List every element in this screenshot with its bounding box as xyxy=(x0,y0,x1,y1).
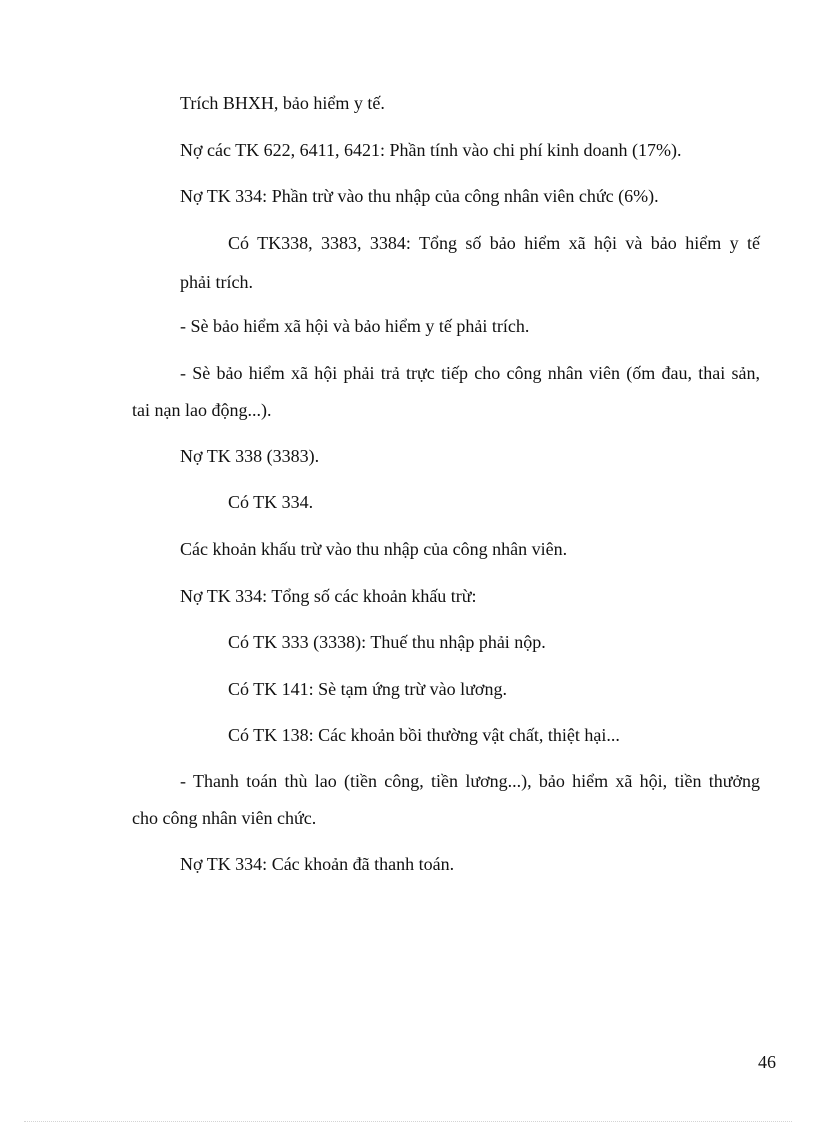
text-line: Các khoản khấu trừ vào thu nhập của công nhân viên. xyxy=(180,539,568,559)
text-line: Nợ TK 334: Phần trừ vào thu nhập của công nhân viên chức (6%). xyxy=(180,186,659,206)
text-line: - Sè bảo hiểm xã hội và bảo hiểm y tế phải trích. xyxy=(180,316,530,336)
text-line: Có TK 138: Các khoản bồi thường vật chất, thiệt hại... xyxy=(228,725,620,745)
text-line: phải trích. xyxy=(180,272,253,292)
text-line: Có TK 141: Sè tạm ứng trừ vào lương. xyxy=(228,679,507,699)
text-line: Nợ TK 338 (3383). xyxy=(180,446,320,466)
text-line: Có TK338, 3383, 3384: Tổng số bảo hiểm xã hội và bảo hiểm y tế xyxy=(228,233,760,253)
page-number: 46 xyxy=(758,1052,776,1072)
footer-divider xyxy=(24,1121,792,1122)
text-line: cho công nhân viên chức. xyxy=(132,808,317,828)
text-line: Nợ TK 334: Tổng số các khoản khấu trừ: xyxy=(180,586,477,606)
text-line: Nợ các TK 622, 6411, 6421: Phần tính vào chi phí kinh doanh (17%). xyxy=(180,140,682,160)
text-line: Có TK 334. xyxy=(228,492,314,512)
text-line: Nợ TK 334: Các khoản đã thanh toán. xyxy=(180,854,455,874)
text-line: tai nạn lao động...). xyxy=(132,400,272,420)
text-line: Có TK 333 (3338): Thuế thu nhập phải nộp. xyxy=(228,632,546,652)
text-line: - Sè bảo hiểm xã hội phải trả trực tiếp cho công nhân viên (ốm đau, thai sản, xyxy=(180,363,760,383)
text-line: Trích BHXH, bảo hiểm y tế. xyxy=(180,93,385,113)
text-line: - Thanh toán thù lao (tiền công, tiền lương...), bảo hiểm xã hội, tiền thưởng xyxy=(180,771,760,791)
